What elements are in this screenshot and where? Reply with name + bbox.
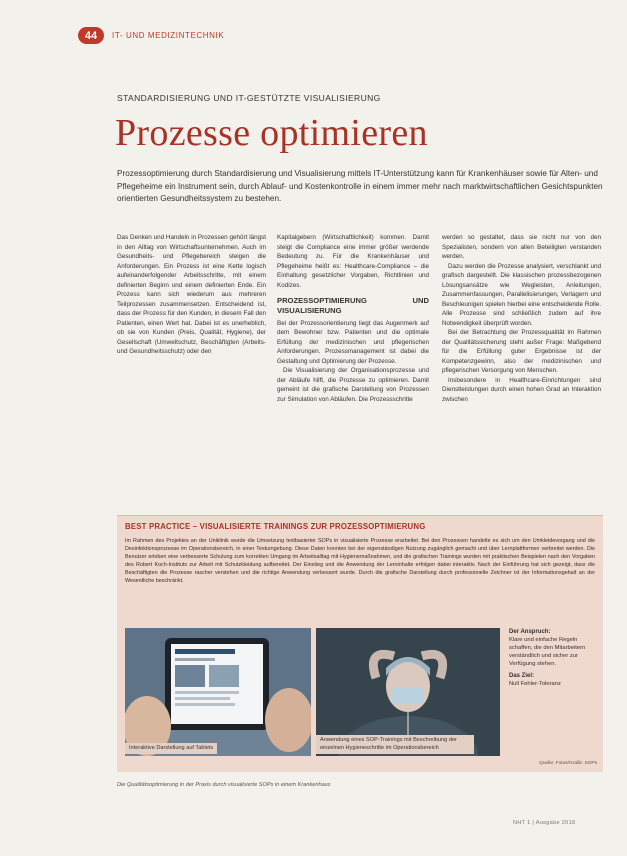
side-text: Klare und einfache Regeln schaffen, die den Mitarbeitern verständlich und sicher zur Verfügung stehen. xyxy=(509,637,586,667)
text-column-3 xyxy=(442,233,601,404)
photo-credit: Quelle: Fotos/Grafik: SOPs xyxy=(539,761,597,766)
paragraph: Kapitalgebern (Wirtschaftlichkeit) kommen. Damit steigt die Compliance eine immer größer werdende Bedeutung zu. Für die Krankenhäuser und Pflegeheime heißt es: Healthcare-Compliance – die Einhaltung gesetzlicher Vorgaben, Richtlinien und Kodizes. xyxy=(277,234,429,289)
paragraph: Insbesondere in Healthcare-Einrichtungen sind Dienstleistungen durch einen hohen Grad an Interaktion zwischen xyxy=(442,376,601,403)
photo-caption: Anwendung eines SOP-Trainings mit Beschreibung der einzelnen Hygieneschritte im Operationsbereich xyxy=(316,735,474,754)
box-title: BEST PRACTICE – VISUALISIERTE TRAININGS ZUR PROZESSOPTIMIERUNG xyxy=(125,522,426,531)
photo-caption: Interaktive Darstellung auf Tablets xyxy=(125,743,217,755)
sop-training-photo xyxy=(316,628,500,756)
subheading: PROZESSOPTIMIERUNG UND VISUALISIERUNG xyxy=(277,296,429,315)
article-lead: Prozessoptimierung durch Standardisierung und Visualisierung mittels IT-Unterstützung kann für Krankenhäuser sowie für Alten- und Pflegeheime ein Instrument sein, durch Ablauf- und Kostenkontrolle in einem immer mehr nach marktwirtschaftlichen Gesichtspunkten orientierten Gesundheitssystem zu bestehen. xyxy=(117,169,603,204)
box-text: Im Rahmen des Projektes an der Uniklinik wurde die Umsetzung textbasierter SOPs in visualisierte Prozesse erarbeitet. Bei den Prozessen handelte es sich um den Umkleidevorgang und die Desinfektionsprozesse im Operationsbereich, in einer Testumgebung. Diese Daten konnten bei der eigenständigen Nutzung zugänglich gemacht und über Lernplattformen verbreitet werden. Die Benutzer erleben eine verbesserte Schulung zum korrekten Umgang im Arbeitsalltag mit Hygienemaßnahmen, und die grafischen Trainings wurden mit praktischen Beispielen nach den Vorgaben des Robert Koch-Instituts zur Arbeit mit Schutzkleidung aufbereitet. Der Einstieg und die Anwendung der Lerninhalte erfolgen dabei interaktiv. Nach der Einführung hat sich gezeigt, dass die Beschäftigten die Prozesse rascher verstehen und die richtige Anwendung verbessert wurde. Durch die grafische Darstellung durch professionelle Zeichner ist der Informationsgehalt an der Wesentliche beschränkt. xyxy=(125,538,595,585)
article-title: Prozesse optimieren xyxy=(115,112,428,154)
side-note xyxy=(509,628,597,688)
paragraph: Das Denken und Handeln in Prozessen gehört längst in den Alltag von Wirtschaftsunternehmen. Auch im Gesundheits- und Pflegebereich steigen die Anforderungen. Ein Prozess ist eine Kette logisch aufeinanderfolgender Arbeitsschritte, mit einem definierten Beginn und einem definierten Ende. Ein Prozess kann sich wiederum aus mehreren Teilprozessen zusammensetzen. Entscheidend ist, dass der Prozess für den Kunden, in diesem Fall den Patienten, einen Wert hat. Dabei ist es unerheblich, ob sie von Kunden (Preis, Qualität, Hygiene), der Gesellschaft (Umweltschutz, Beschäftigten (Arbeits- und Gesundheitsschutz) oder den xyxy=(117,234,266,355)
side-heading: Das Ziel: xyxy=(509,673,535,679)
side-text: Null Fehler-Toleranz xyxy=(509,681,561,687)
page-folio: NHT 1 | Ausgabe 2018 xyxy=(513,820,576,826)
article-kicker: STANDARDISIERUNG UND IT-GESTÜTZTE VISUALISIERUNG xyxy=(117,93,381,103)
paragraph: Dazu werden die Prozesse analysiert, verschlankt und grafisch dargestellt. Die klassischen prozessbezogenen Lösungsansätze wie Wegleisten, Anleitungen, Zusammenfassungen, Parallelisierungen, Verlagern und Beschleunigen spielen hierbei eine entscheidende Rolle. Alle Prozesse sind schließlich zudem auf ihre Notwendigkeit überprüft worden. xyxy=(442,262,601,327)
best-practice-box xyxy=(117,515,603,772)
page-number-badge: 44 xyxy=(78,27,104,44)
side-heading: Der Anspruch: xyxy=(509,629,551,635)
paragraph: werden so gestaltet, dass sie nicht nur von den Spezialisten, sondern von allen Beteiligten verstanden werden. xyxy=(442,234,601,260)
text-column-2 xyxy=(277,233,429,404)
paragraph: Bei der Prozessorientierung liegt das Augenmerk auf dem Bewohner bzw. Patienten und die optimale Erfüllung der medizinischen und pflegerischen Anforderungen. Prozessmanagement ist dabei die Gestaltung und Optimierung der Prozesse. xyxy=(277,319,429,365)
tablet-illustration xyxy=(125,628,311,756)
paragraph: Die Visualisierung der Organisationsprozesse und der Abläufe hilft, die Prozesse zu optimieren. Damit gemeint ist die grafische Darstellung von Prozessen zur Simulation von Abläufen. Die Prozessschritte xyxy=(277,367,429,403)
text-column-1 xyxy=(117,233,266,357)
figure-footnote: Die Qualitätsoptimierung in der Praxis durch visualisierte SOPs in einem Krankenhaus xyxy=(117,782,331,788)
tablet-photo xyxy=(125,628,311,756)
paragraph: Bei der Betrachtung der Prozessqualität im Rahmen der Qualitätssicherung steht außer Frage: Maßgebend für die Erfüllung guter Ergebnisse ist der Kompetenzgewinn, also der medizinischen und pflegerischen Versorgung von Menschen. xyxy=(442,329,601,374)
section-label: IT- UND MEDIZINTECHNIK xyxy=(112,31,225,40)
